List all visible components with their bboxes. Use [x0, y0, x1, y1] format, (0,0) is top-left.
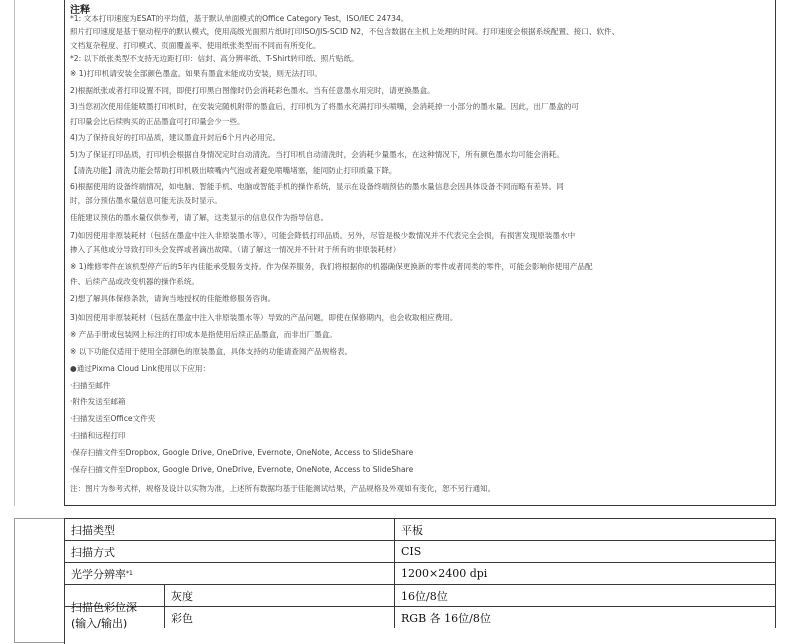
note-line: 2)想了解具体保修条款，请询当地授权的佳能维修服务咨询。 — [70, 294, 276, 303]
note-line: 7)如因使用非原装耗材（包括在墨盒中注入非原装墨水等），可能会降低打印品质。另外，尽管是极少数情况并不代表完全会损，有损害发现原装墨水中 — [70, 231, 576, 240]
spec-label: 扫描类型 — [64, 519, 394, 540]
spec-row-scan-type — [64, 518, 776, 540]
spec-label — [64, 563, 394, 584]
spec-value: 1200×2400 dpi — [394, 563, 776, 584]
note-line: 2)根据纸张或者打印设置不同，即使打印黑白图像时仍会消耗彩色墨水。当有任意墨水用完时，请更换墨盒。 — [70, 86, 435, 95]
note-line: 文档复杂程度、打印模式、页面覆盖率、使用纸张类型而不同而有所变化。 — [70, 41, 321, 50]
spec-row-scan-method — [64, 540, 776, 562]
note-line: *1: 文本打印速度为ESAT的平均值，基于默认单面模式的Office Category Test，ISO/IEC 24734。 — [70, 14, 409, 23]
note-line: 打印量会比后续购买的正品墨盒可打印量会少一些。 — [70, 117, 245, 126]
note-line: ※ 1)打印机请安装全部颜色墨盒。如果有墨盒未能成功安装，则无法打印。 — [70, 69, 322, 78]
note-line: 3)如因使用非原装耗材（包括在墨盒中注入非原装墨水等）导致的产品问题，即使在保修期内，也会收取相应费用。 — [70, 313, 458, 322]
note-line: ·附件发送至邮箱 — [70, 397, 126, 406]
spec-row-color-depth-color — [64, 606, 776, 628]
note-line: ●通过Pixma Cloud Link使用以下应用： — [70, 364, 211, 373]
note-line: ※ 产品手册或包装网上标注的打印成本是指使用后续正品墨盒，而非出厂墨盒。 — [70, 330, 337, 339]
spec-row-color-depth-gray — [64, 584, 776, 606]
spec-table-wrap — [14, 518, 776, 643]
note-line: 5)为了保证打印品质，打印机会根据自身情况定时自动清洗。当打印机自动清洗时，会消耗少量墨水，在这种情况下，所有颜色墨水均可能会消耗。 — [70, 150, 564, 159]
note-line: 3)当您初次使用佳能喷墨打印机时，在安装完随机附带的墨盒后，打印机为了将墨水充满打印头喷嘴，会消耗掉一小部分的墨水量。因此，出厂墨盒的可 — [70, 102, 579, 111]
footnote-marker: *1 — [126, 570, 133, 577]
note-line: 时，部分预估墨水量信息可能无法及时显示。 — [70, 196, 222, 205]
spec-sub-label: 灰度 — [164, 585, 394, 606]
spec-sub-label: 彩色 — [164, 607, 394, 628]
spec-label-text: 光学分辨率 — [71, 567, 126, 581]
spec-label-color-depth — [64, 584, 164, 644]
note-line: 注：图片为参考式样，规格及设计以实物为准，上述所有数据均基于佳能测试结果，产品规格及外观如有变化，恕不另行通知。 — [70, 484, 496, 493]
spec-row-optical-resolution — [64, 562, 776, 584]
note-line: ·扫描发送至Office文件夹 — [70, 414, 156, 423]
note-line: 4)为了保持良好的打印品质，建议墨盒开封后6个月内必用完。 — [70, 133, 281, 142]
note-line: 【清洗功能】清洗功能会帮助打印机吸出喷嘴内气泡或者避免喷嘴堵塞，能同防止打印质量下降。 — [70, 166, 397, 175]
note-line: ·保存扫描文件至Dropbox, Google Drive, OneDrive, Evernote, OneNote, Access to SlideShare — [70, 465, 414, 474]
spec-left-margin-cell — [14, 518, 64, 643]
note-line: ※ 以下功能仅适用于使用全部颜色的原装墨盒，具体支持的功能请查阅产品规格表。 — [70, 347, 353, 356]
note-line: 照片打印速度是基于驱动程序的默认模式，使用高级光面照片纸II打印ISO/JIS-SCID N2，不包含数据在主机上处理的时间。打印速度会根据系统配置、接口、软件、 — [70, 27, 620, 36]
spec-value: 平板 — [394, 519, 776, 540]
note-line: *2: 以下纸张类型不支持无边距打印：信封、高分辨率纸、T-Shirt转印纸、照片贴纸。 — [70, 54, 359, 63]
note-line: ·扫描和远程打印 — [70, 431, 126, 440]
spec-value: RGB 各 16位/8位 — [394, 607, 776, 628]
notes-title: 注释 — [70, 5, 90, 16]
note-line: 掺入了其他或分导致打印头会发挥或者滴出故障。（请了解这一情况并不针对于所有的非原装耗材） — [70, 245, 401, 254]
spec-label-line1: 扫描色彩位深 — [71, 600, 137, 614]
spec-value: 16位/8位 — [394, 585, 776, 606]
spec-value: CIS — [394, 541, 776, 562]
note-line: 6)根据使用的设备终端情况，如电脑、智能手机、电脑或智能手机的操作系统，显示在设备终端预估的墨水量信息会因具体设备不同而略有差异。同 — [70, 182, 564, 191]
spec-label-line2: (输入/输出) — [71, 616, 128, 630]
note-line: 佳能建议预估的墨水量仅供参考，请了解，这类显示的信息仅作为指导信息。 — [70, 213, 329, 222]
notes-left-border — [14, 0, 15, 506]
note-line: ·扫描至邮件 — [70, 381, 111, 390]
note-line: 件、后续产品或改变机器的操作系统。 — [70, 277, 200, 286]
spec-label: 扫描方式 — [64, 541, 394, 562]
note-line: ※ 1)维修零件在该机型停产后的5年内佳能承受服务支持。作为保养服务，我们将根据你的机器确保更换新的零件或者同类的零件，可能会影响你使用产品配 — [70, 262, 593, 271]
note-line: ·保存扫描文件至Dropbox, Google Drive, OneDrive, Evernote, OneNote, Access to SlideShare — [70, 448, 414, 457]
